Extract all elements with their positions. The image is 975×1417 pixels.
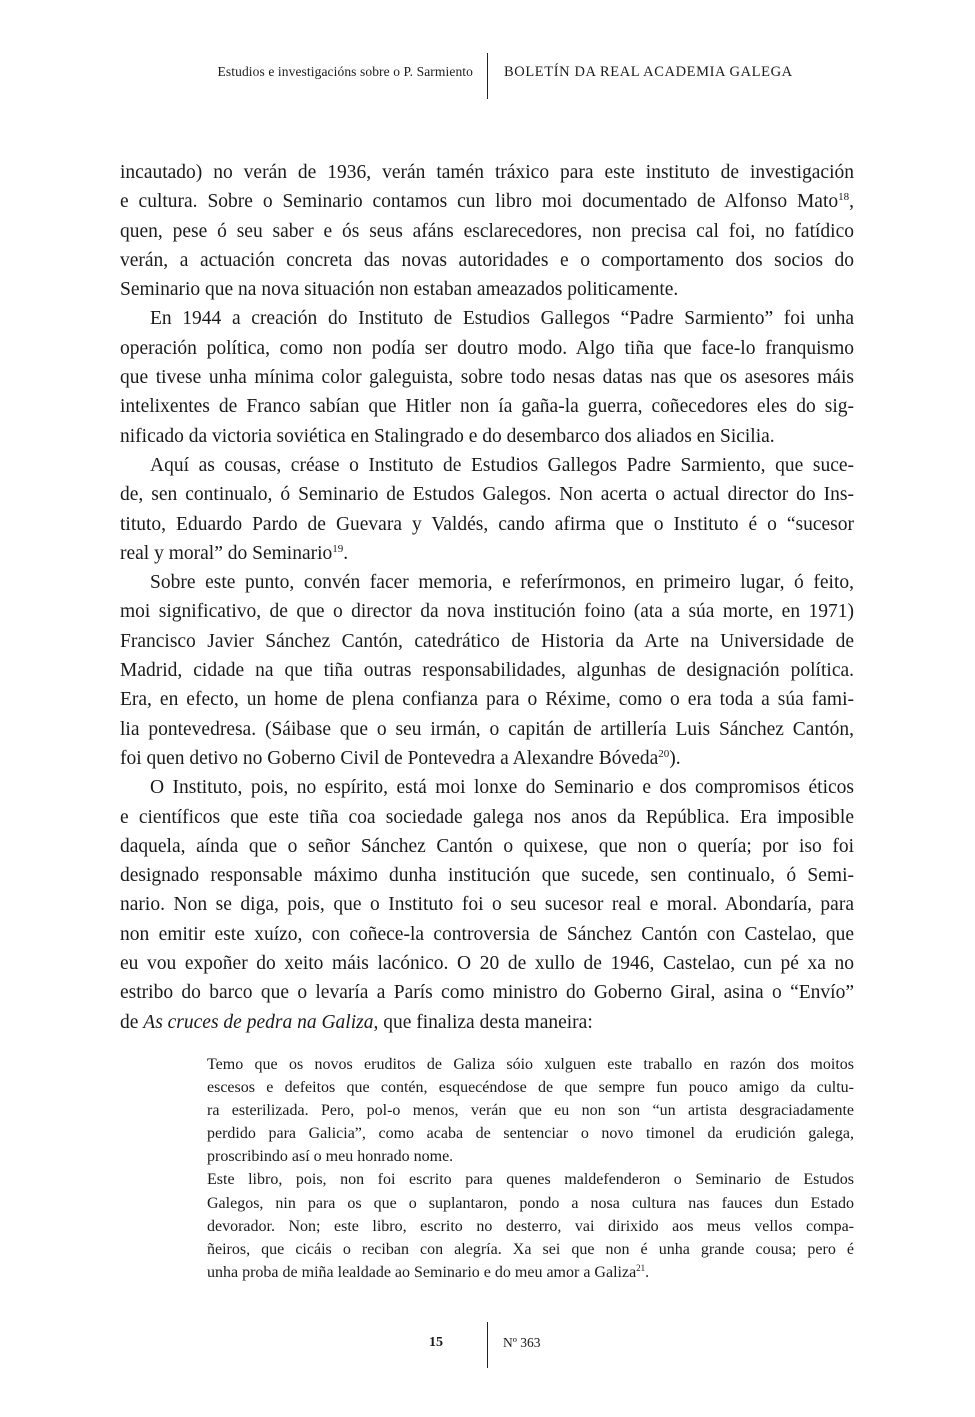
footnote-ref-20[interactable]: 20 xyxy=(658,747,670,760)
text-span: foi quen detivo no Goberno Civil de Pontevedra a Alexandre Bóveda xyxy=(120,747,659,769)
text-line: estribo do barco que o levaría a París como ministro do Goberno Giral, asina o “Envío” xyxy=(120,982,854,1004)
running-header-journal: BOLETÍN DA REAL ACADEMIA GALEGA xyxy=(504,64,793,80)
footnote-ref-18[interactable]: 18 xyxy=(838,191,850,204)
text-line: que tivese unha mínima color galeguista, sobre todo nesas datas nas que os asesores máis xyxy=(120,367,854,389)
quote-line: ra esterilizada. Pero, pol-o menos, verán que eu non son “un artista desgraciadamente xyxy=(207,1102,854,1120)
text-line xyxy=(120,187,854,216)
text-line: e científicos que este tiña coa sociedade galega nos anos da República. Era imposible xyxy=(120,806,854,828)
text-line: tituto, Eduardo Pardo de Guevara y Valdés, cando afirma que o Instituto é o “sucesor xyxy=(120,513,854,535)
text-line xyxy=(120,539,854,568)
text-line: Madrid, cidade na que tiña outras responsabilidades, algunhas de designación política. xyxy=(120,660,854,682)
quote-line: Temo que os novos eruditos de Galiza sóio xulguen este traballo en razón dos moitos xyxy=(207,1056,854,1073)
quote-line: Galegos, nin para os que o suplantaron, pondo a nosa cultura nas fauces dun Estado xyxy=(207,1194,854,1212)
quote-line: devorador. Non; este libro, escrito no desterro, vai dirixido aos meus vellos compa- xyxy=(207,1217,854,1235)
body-text xyxy=(120,158,854,1037)
text-line: nificado da victoria soviética en Stalingrado e do desembarco dos aliados en Sicilia. xyxy=(120,425,775,447)
footnote-ref-21[interactable]: 21 xyxy=(636,1262,646,1273)
quote-line: escesos e defeitos que contén, esquecéndose de que sempre fun pouco amigo da cultu- xyxy=(207,1079,854,1097)
text-span: unha proba de miña lealdade ao Seminario e do meu amor a Galiza xyxy=(207,1263,637,1281)
quote-line: Este libro, pois, non foi escrito para quenes maldefenderon o Seminario de Estudos xyxy=(207,1171,854,1189)
footer-divider xyxy=(487,1322,488,1368)
text-line: quen, pese ó seu saber e ós seus afáns esclarecedores, non precisa cal foi, no fatídico xyxy=(120,220,854,242)
quote-line: ñeiros, que cicáis o reciban con alegría. Xa sei que non é unha grande cousa; pero é xyxy=(207,1240,854,1258)
text-line: moi significativo, de que o director da nova institución foino (ata a súa morte, en 1971) xyxy=(120,601,854,623)
text-line: O Instituto, pois, no espírito, está moi lonxe do Seminario e dos compromisos éticos xyxy=(150,777,854,799)
text-line: incautado) no verán de 1936, verán tamén tráxico para este instituto de investigación xyxy=(120,162,854,183)
quote-line: proscribindo así o meu honrado nome. xyxy=(207,1148,454,1166)
text-line xyxy=(120,744,854,773)
text-line: intelixentes de Franco sabían que Hitler non ía gaña-la guerra, coñecedores eles do sig- xyxy=(120,396,854,418)
text-line: operación política, como non podía ser doutro modo. Algo tiña que face-lo franquismo xyxy=(120,337,854,359)
text-line: nario. Non se diga, pois, que o Instituto foi o seu sucesor real e moral. Abondaría, para xyxy=(120,894,854,916)
text-span: , que finaliza desta maneira: xyxy=(373,1011,593,1033)
text-line: verán, a actuación concreta das novas autoridades e o comportamento dos socios do xyxy=(120,249,854,271)
quote-line: perdido para Galicia”, como acaba de sentenciar o novo timonel da erudición galega, xyxy=(207,1125,854,1143)
text-line: daquela, aínda que o señor Sánchez Cantón o quixese, que non o quería; por iso foi xyxy=(120,835,854,857)
text-span: de xyxy=(120,1011,144,1033)
text-span: e cultura. Sobre o Seminario contamos cun libro moi documentado de Alfonso Mato xyxy=(120,191,839,213)
text-line: non emitir este xuízo, con coñece-la controversia de Sánchez Cantón con Castelao, que xyxy=(120,923,854,945)
header-divider xyxy=(487,53,488,99)
quote-line xyxy=(207,1261,854,1284)
block-quote xyxy=(207,1053,854,1284)
text-line: Era, en efecto, un home de plena confianza para o Réxime, como o era toda a súa fami- xyxy=(120,689,854,711)
book-title: As cruces de pedra na Galiza xyxy=(143,1011,374,1033)
page-number: 15 xyxy=(429,1335,443,1350)
text-line: lia pontevedresa. (Sáibase que o seu irmán, o capitán de artillería Luis Sánchez Cantón, xyxy=(120,718,854,740)
text-line: En 1944 a creación do Instituto de Estudios Gallegos “Padre Sarmiento” foi unha xyxy=(150,308,854,330)
text-line: Aquí as cousas, créase o Instituto de Estudios Gallegos Padre Sarmiento, que suce- xyxy=(150,454,854,476)
text-line: designado responsable máximo dunha institución que sucede, sen continualo, ó Semi- xyxy=(120,865,854,887)
running-header-section: Estudios e investigacións sobre o P. Sarmiento xyxy=(217,64,473,79)
text-line: de, sen continualo, ó Seminario de Estudos Galegos. Non acerta o actual director do Ins- xyxy=(120,484,854,506)
footnote-ref-19[interactable]: 19 xyxy=(332,542,344,555)
text-span: , xyxy=(849,191,854,213)
text-line: Seminario que na nova situación non estaban ameazados politicamente. xyxy=(120,279,679,301)
text-span: real y moral” do Seminario xyxy=(120,542,333,564)
text-line: eu vou expoñer do xeito máis lacónico. O 20 de xullo de 1946, Castelao, cun pé xa no xyxy=(120,953,854,975)
text-span: . xyxy=(343,542,349,564)
text-line: Francisco Javier Sánchez Cantón, catedrático de Historia da Arte na Universidade de xyxy=(120,630,854,652)
text-span: ). xyxy=(669,747,681,769)
issue-number: Nº 363 xyxy=(503,1335,541,1350)
text-line xyxy=(120,1008,854,1037)
text-line: Sobre este punto, convén facer memoria, e referírmonos, en primeiro lugar, ó feito, xyxy=(150,572,854,594)
text-span: . xyxy=(645,1263,650,1281)
